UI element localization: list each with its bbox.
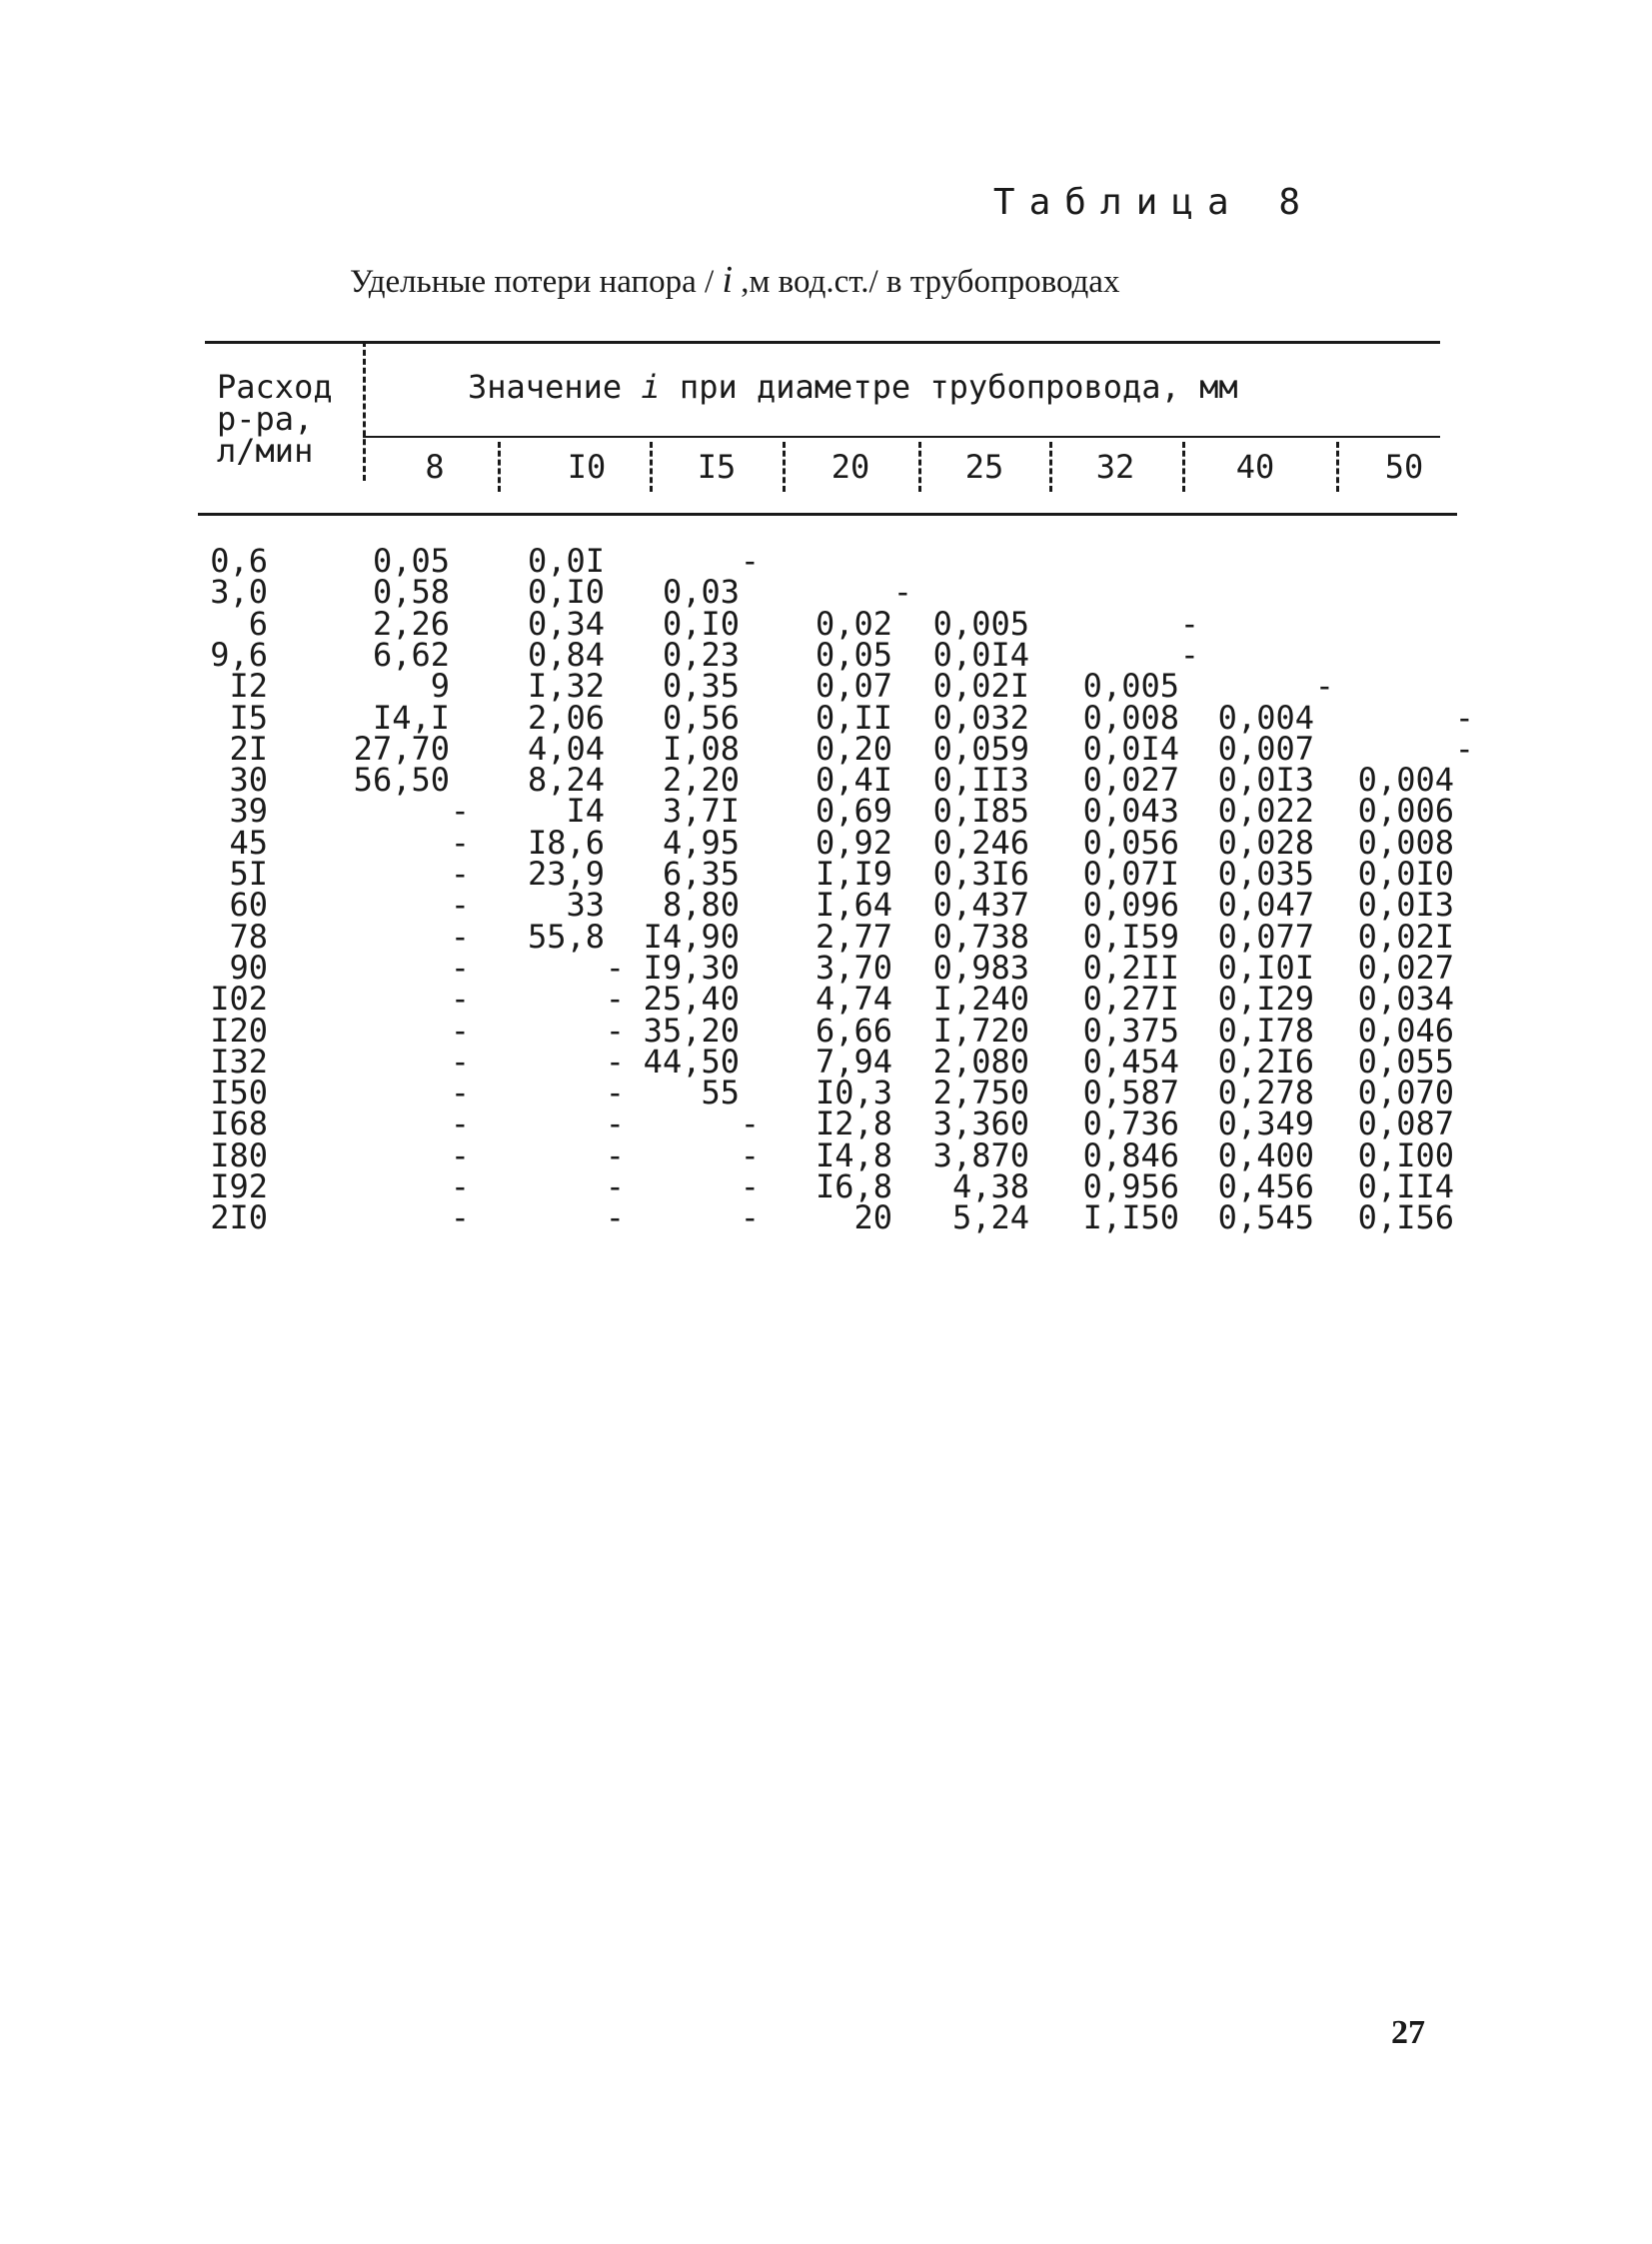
value-cell: 0,034 [1357,980,1454,1019]
flow-cell: I80 [210,1135,268,1174]
value-cell: 0,027 [1082,761,1179,800]
value-cell: 23,9 [527,855,605,893]
caption-text-before: Удельные потери напора / [350,264,723,300]
col-divider [918,442,921,492]
value-cell: 0,056 [1082,823,1179,862]
value-cell: I,720 [932,1011,1029,1050]
flow-cell: 60 [229,886,268,925]
flow-cell: 90 [229,948,268,987]
value-cell: 3,70 [815,948,892,987]
value-cell: - [1454,698,1474,737]
value-cell: 0,738 [932,917,1029,956]
value-cell: 0,I56 [1357,1198,1454,1237]
value-cell: 0,846 [1082,1135,1179,1174]
value-cell: I,I9 [815,855,892,893]
value-cell: 0,008 [1357,823,1454,862]
value-cell: I,I50 [1082,1198,1179,1237]
value-cell: I6,8 [815,1167,892,1205]
value-cell: 35,20 [643,1011,740,1050]
value-cell: 0,070 [1357,1074,1454,1113]
value-cell: - [740,1105,760,1143]
value-cell: 6,66 [815,1011,892,1050]
value-cell: - [450,1167,470,1205]
flow-cell: I68 [210,1105,268,1143]
value-cell: 0,56 [662,698,740,737]
col-header-50: 50 [1384,448,1424,486]
value-cell: 0,20 [815,729,892,768]
flow-cell: I5 [229,698,268,737]
value-cell: 0,84 [527,635,605,674]
value-cell: 0,03 [662,573,740,612]
value-cell: 2,26 [372,604,450,643]
value-cell: 0,454 [1082,1042,1179,1081]
value-cell: 0,059 [932,729,1029,768]
value-cell: 0,077 [1217,917,1314,956]
group-header-symbol: i [641,368,661,406]
value-cell: 0,032 [932,698,1029,737]
value-cell: 0,278 [1217,1074,1314,1113]
value-cell: 4,74 [815,980,892,1019]
col-divider [1049,442,1052,492]
value-cell: 0,022 [1217,792,1314,831]
value-cell: 0,027 [1357,948,1454,987]
value-cell: - [1454,729,1474,768]
value-cell: I4,I [372,698,450,737]
value-cell: 0,02I [932,667,1029,706]
col-header-40: 40 [1235,448,1275,486]
value-cell: 0,047 [1217,886,1314,925]
value-cell: 0,2II [1082,948,1179,987]
value-cell: 0,349 [1217,1105,1314,1143]
value-cell: I,32 [527,667,605,706]
value-cell: 0,246 [932,823,1029,862]
value-cell: 0,4I [815,761,892,800]
value-cell: 0,34 [527,604,605,643]
value-cell: 0,005 [1082,667,1179,706]
value-cell: - [450,1011,470,1050]
value-cell: 5,24 [951,1198,1029,1237]
value-cell: - [1179,635,1199,674]
value-cell: 2,750 [932,1074,1029,1113]
value-cell: 0,II3 [932,761,1029,800]
value-cell: I9,30 [643,948,740,987]
value-cell: 0,0I3 [1357,886,1454,925]
value-cell: 0,I00 [1357,1135,1454,1174]
value-cell: 44,50 [643,1042,740,1081]
value-cell: 0,69 [815,792,892,831]
flow-cell: I02 [210,980,268,1019]
value-cell: 0,587 [1082,1074,1179,1113]
value-cell: 4,95 [662,823,740,862]
flow-cell: 30 [229,761,268,800]
value-cell: 8,80 [662,886,740,925]
table-label: Таблица 8 [992,182,1314,223]
flow-cell: 3,0 [210,573,268,612]
value-cell: 0,0I [527,542,605,580]
value-cell: 0,I85 [932,792,1029,831]
rowhead-divider [363,341,366,481]
value-cell: - [605,980,625,1019]
col-header-20: 20 [830,448,870,486]
value-cell: 0,983 [932,948,1029,987]
value-cell: 0,02 [815,604,892,643]
value-cell: - [450,855,470,893]
value-cell: 0,92 [815,823,892,862]
table-caption [350,258,1119,302]
value-cell: 25,40 [643,980,740,1019]
col-divider [1182,442,1185,492]
col-header-8: 8 [425,448,445,486]
value-cell: 0,956 [1082,1167,1179,1205]
col-divider [650,442,653,492]
flow-cell: 5I [229,855,268,893]
value-cell: 0,58 [372,573,450,612]
value-cell: 4,04 [527,729,605,768]
col-header-25: 25 [964,448,1004,486]
value-cell: 2,080 [932,1042,1029,1081]
value-cell: - [1179,604,1199,643]
value-cell: 0,0I4 [1082,729,1179,768]
flow-cell: I50 [210,1074,268,1113]
rowhead-line-2: р-ра, [217,400,314,438]
value-cell: 0,27I [1082,980,1179,1019]
flow-cell: I92 [210,1167,268,1205]
value-cell: - [605,1042,625,1081]
value-cell: - [450,823,470,862]
table-top-rule [205,341,1440,344]
value-cell: 0,07I [1082,855,1179,893]
group-header [468,368,1238,406]
value-cell: - [450,1198,470,1237]
col-header-32: 32 [1095,448,1135,486]
value-cell: - [450,917,470,956]
value-cell: - [450,1135,470,1174]
value-cell: 0,3I6 [932,855,1029,893]
flow-cell: 45 [229,823,268,862]
value-cell: - [605,948,625,987]
value-cell: 20 [853,1198,892,1237]
flow-cell: I20 [210,1011,268,1050]
flow-cell: 0,6 [210,542,268,580]
col-divider [783,442,786,492]
value-cell: 0,0I3 [1217,761,1314,800]
value-cell: - [605,1105,625,1143]
value-cell: 0,400 [1217,1135,1314,1174]
caption-symbol: i [722,259,734,301]
value-cell: 0,I0 [662,604,740,643]
value-cell: - [450,1105,470,1143]
value-cell: 56,50 [353,761,450,800]
value-cell: - [450,792,470,831]
rowhead-line-1: Расход [217,368,333,406]
value-cell: 33 [566,886,605,925]
value-cell: 55,8 [527,917,605,956]
value-cell: - [605,1167,625,1205]
value-cell: 0,35 [662,667,740,706]
value-cell: 0,437 [932,886,1029,925]
value-cell: I,64 [815,886,892,925]
value-cell: 4,38 [951,1167,1029,1205]
value-cell: I8,6 [527,823,605,862]
value-cell: 3,7I [662,792,740,831]
value-cell: 7,94 [815,1042,892,1081]
group-header-after: при диаметре трубопровода, мм [660,368,1238,406]
col-header-15: I5 [697,448,737,486]
value-cell: 0,I0I [1217,948,1314,987]
value-cell: 0,004 [1357,761,1454,800]
value-cell: 55 [701,1074,740,1113]
value-cell: 0,736 [1082,1105,1179,1143]
value-cell: 0,07 [815,667,892,706]
value-cell: 0,II [815,698,892,737]
value-cell: - [450,948,470,987]
value-cell: 0,05 [815,635,892,674]
value-cell: - [740,542,760,580]
value-cell: - [450,1042,470,1081]
value-cell: 27,70 [353,729,450,768]
value-cell: I2,8 [815,1105,892,1143]
value-cell: 0,II4 [1357,1167,1454,1205]
value-cell: - [605,1011,625,1050]
value-cell: - [605,1074,625,1113]
value-cell: 0,0I4 [932,635,1029,674]
value-cell: 2,77 [815,917,892,956]
value-cell: 0,004 [1217,698,1314,737]
value-cell: I4 [566,792,605,831]
value-cell: 0,096 [1082,886,1179,925]
value-cell: 0,2I6 [1217,1042,1314,1081]
value-cell: 9 [430,667,450,706]
value-cell: - [740,1198,760,1237]
value-cell: 0,23 [662,635,740,674]
value-cell: 0,006 [1357,792,1454,831]
value-cell: 0,055 [1357,1042,1454,1081]
value-cell: 0,456 [1217,1167,1314,1205]
value-cell: 6,35 [662,855,740,893]
flow-cell: 2I [229,729,268,768]
value-cell: 0,087 [1357,1105,1454,1143]
value-cell: - [892,573,912,612]
value-cell: 0,035 [1217,855,1314,893]
value-cell: 2,20 [662,761,740,800]
col-divider [498,442,501,492]
value-cell: I,240 [932,980,1029,1019]
page-number: 27 [1391,2014,1425,2051]
value-cell: 0,043 [1082,792,1179,831]
header-sub-rule [363,436,1440,438]
value-cell: 0,I59 [1082,917,1179,956]
value-cell: 2,06 [527,698,605,737]
value-cell: 6,62 [372,635,450,674]
col-header-10: I0 [567,448,607,486]
value-cell: I4,90 [643,917,740,956]
flow-cell: 78 [229,917,268,956]
caption-text-after: ,м вод.ст./ в трубопроводах [733,264,1120,300]
value-cell: 8,24 [527,761,605,800]
value-cell: 3,360 [932,1105,1029,1143]
value-cell: 0,05 [372,542,450,580]
rowhead-line-3: л/мин [217,432,314,470]
value-cell: 0,545 [1217,1198,1314,1237]
flow-cell: I2 [229,667,268,706]
value-cell: - [740,1167,760,1205]
value-cell: 0,375 [1082,1011,1179,1050]
flow-cell: I32 [210,1042,268,1081]
value-cell: 0,005 [932,604,1029,643]
value-cell: 0,028 [1217,823,1314,862]
value-cell: - [1314,667,1334,706]
value-cell: 3,870 [932,1135,1029,1174]
flow-cell: 6 [248,604,268,643]
value-cell: I,08 [662,729,740,768]
value-cell: - [450,886,470,925]
value-cell: 0,I29 [1217,980,1314,1019]
value-cell: - [605,1198,625,1237]
value-cell: - [740,1135,760,1174]
value-cell: 0,008 [1082,698,1179,737]
value-cell: I0,3 [815,1074,892,1113]
value-cell: 0,I0 [527,573,605,612]
value-cell: 0,046 [1357,1011,1454,1050]
flow-cell: 9,6 [210,635,268,674]
value-cell: - [605,1135,625,1174]
value-cell: 0,0I0 [1357,855,1454,893]
value-cell: - [450,1074,470,1113]
header-bottom-rule [198,513,1457,516]
value-cell: 0,02I [1357,917,1454,956]
group-header-before: Значение [468,368,642,406]
value-cell: 0,007 [1217,729,1314,768]
value-cell: - [450,980,470,1019]
flow-cell: 2I0 [210,1198,268,1237]
value-cell: I4,8 [815,1135,892,1174]
value-cell: 0,I78 [1217,1011,1314,1050]
col-divider [1336,442,1339,492]
flow-cell: 39 [229,792,268,831]
